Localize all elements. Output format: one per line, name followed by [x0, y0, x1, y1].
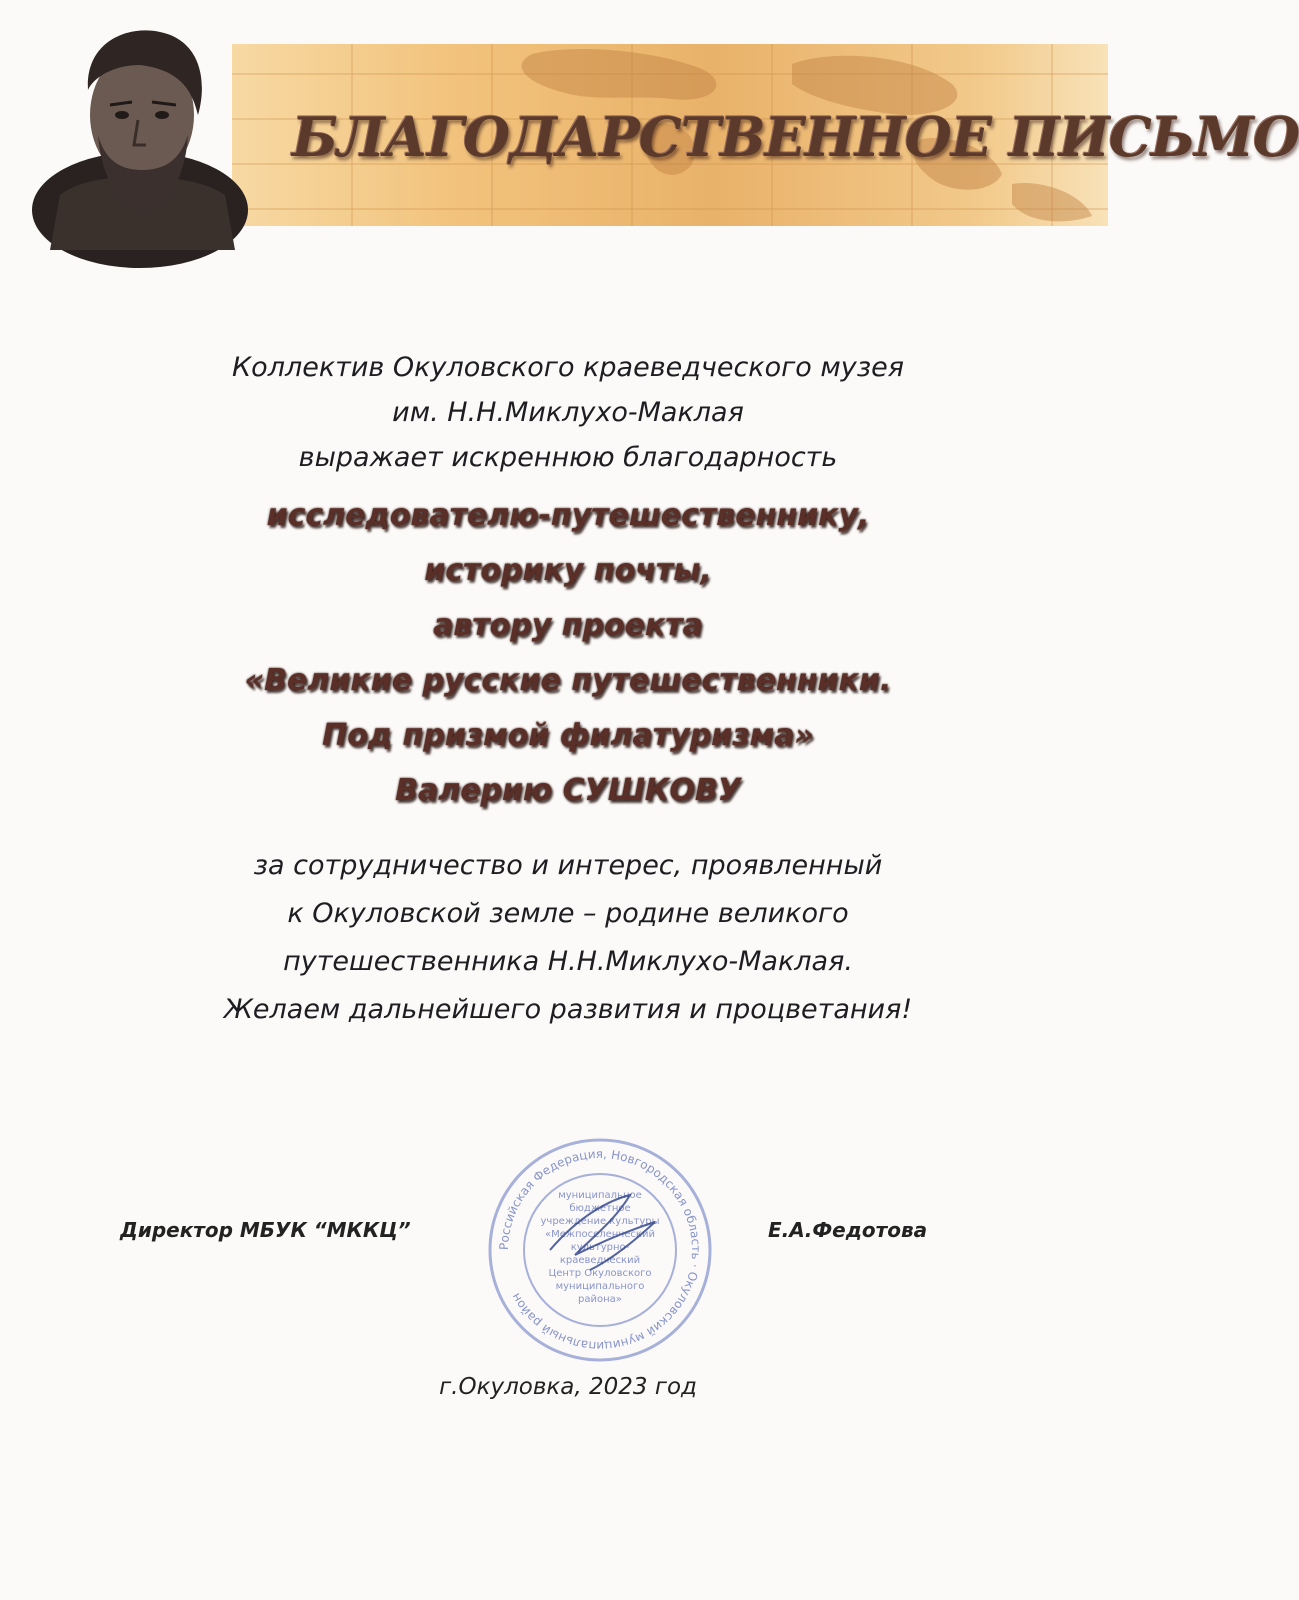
banner-title: БЛАГОДАРСТВЕННОЕ ПИСЬМО [292, 105, 1299, 169]
stamp-inner-line: культурно- [570, 1242, 630, 1253]
intro-block [0, 345, 1136, 480]
stamp-inner-line: муниципального [555, 1281, 645, 1292]
header-banner [232, 44, 1299, 226]
stamp-inner-line: муниципальное [558, 1190, 642, 1201]
recipient-block [0, 488, 1136, 818]
portrait-image [30, 20, 252, 265]
stamp-inner-line: учреждение культуры [540, 1216, 660, 1227]
recipient-name: Валерию СУШКОВУ [395, 773, 741, 808]
recipient-line: исследователю-путешественнику, [266, 498, 870, 533]
signature-position: Директор МБУК “МККЦ” [120, 1218, 411, 1242]
stamp-inner-line: краеведческий [559, 1255, 641, 1266]
stamp-inner-line: бюджетное [569, 1203, 631, 1214]
reason-line: путешественника Н.Н.Миклухо-Маклая. [283, 946, 853, 977]
reason-line: к Окуловской земле – родине великого [287, 898, 849, 929]
intro-line: им. Н.Н.Миклухо-Маклая [392, 397, 744, 428]
reason-block [0, 842, 1136, 1034]
reason-line: Желаем дальнейшего развития и процветания! [223, 994, 913, 1025]
reason-line: за сотрудничество и интерес, проявленный [253, 850, 883, 881]
stamp-inner-line: «Межпоселенческий [545, 1229, 655, 1240]
stamp-inner-line: района» [578, 1294, 622, 1305]
recipient-line: «Великие русские путешественники. [244, 663, 892, 698]
official-stamp [480, 1130, 720, 1370]
intro-line: Коллектив Окуловского краеведческого музея [232, 352, 904, 383]
stamp-outer-text: Российская Федерация, Новгородская область · Окуловский муниципальный район [496, 1146, 704, 1354]
recipient-line: автору проекта [433, 608, 703, 643]
place-date: г.Окуловка, 2023 год [439, 1374, 697, 1400]
stamp-inner-line: Центр Окуловского [548, 1268, 652, 1279]
intro-line: выражает искреннюю благодарность [298, 442, 838, 473]
recipient-line: Под призмой филатуризма» [322, 718, 814, 753]
signature-name: Е.А.Федотова [768, 1218, 928, 1242]
recipient-line: историку почты, [424, 553, 712, 588]
